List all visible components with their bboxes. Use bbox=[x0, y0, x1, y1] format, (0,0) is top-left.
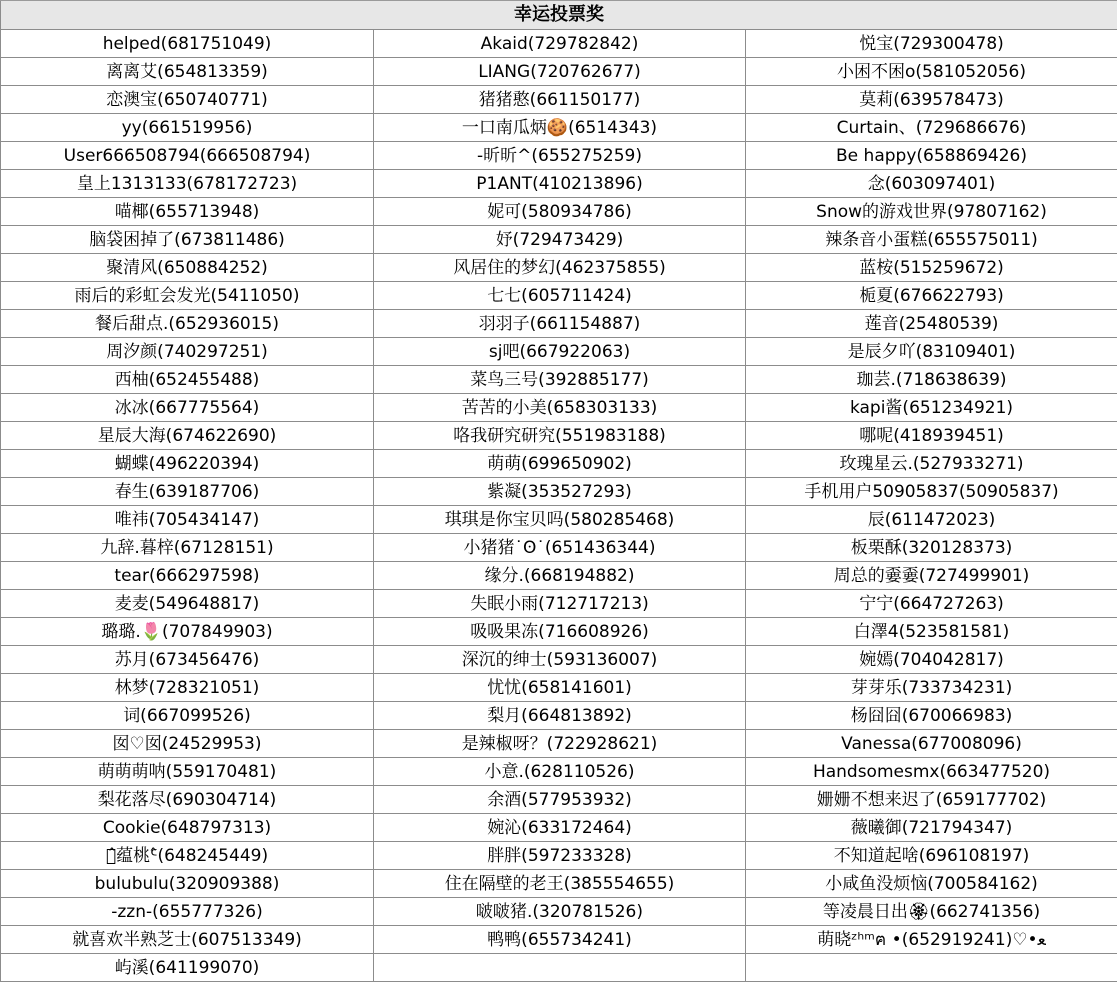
table-cell[interactable]: 恋澳宝(650740771) bbox=[1, 86, 374, 114]
table-cell[interactable]: 林梦(728321051) bbox=[1, 674, 374, 702]
table-row bbox=[1, 506, 1117, 534]
table-cell[interactable]: 就喜欢半熟芝士(607513349) bbox=[1, 926, 374, 954]
table-cell[interactable]: 屿溪(641199070) bbox=[1, 954, 374, 982]
table-row bbox=[1, 646, 1117, 674]
table-cell[interactable]: 雨后的彩虹会发光(5411050) bbox=[1, 282, 374, 310]
table-cell[interactable]: 失眠小雨(712717213) bbox=[374, 590, 746, 618]
table-row bbox=[1, 758, 1117, 786]
table-cell[interactable]: 婉沁(633172464) bbox=[374, 814, 746, 842]
table-cell[interactable]: 辰(611472023) bbox=[746, 506, 1117, 534]
table-cell[interactable]: 啵啵猪.(320781526) bbox=[374, 898, 746, 926]
table-row bbox=[1, 226, 1117, 254]
table-cell[interactable]: Vanessa(677008096) bbox=[746, 730, 1117, 758]
table-row bbox=[1, 870, 1117, 898]
table-cell[interactable]: 春生(639187706) bbox=[1, 478, 374, 506]
table-row bbox=[1, 898, 1117, 926]
table-cell[interactable]: 姗姗不想来迟了(659177702) bbox=[746, 786, 1117, 814]
table-cell[interactable]: 梨月(664813892) bbox=[374, 702, 746, 730]
table-row bbox=[1, 842, 1117, 870]
table-cell[interactable]: 小困不困o(581052056) bbox=[746, 58, 1117, 86]
table-row bbox=[1, 394, 1117, 422]
table-cell[interactable]: 深沉的绅士(593136007) bbox=[374, 646, 746, 674]
table-cell[interactable]: 莲音(25480539) bbox=[746, 310, 1117, 338]
table-row bbox=[1, 702, 1117, 730]
table-body bbox=[1, 30, 1117, 982]
table-cell[interactable]: 珈芸.(718638639) bbox=[746, 366, 1117, 394]
table-cell[interactable]: Curtain、(729686676) bbox=[746, 114, 1117, 142]
table-cell[interactable]: 辣条音小蛋糕(655575011) bbox=[746, 226, 1117, 254]
table-row bbox=[1, 478, 1117, 506]
table-row bbox=[1, 674, 1117, 702]
table-row bbox=[1, 282, 1117, 310]
table-cell[interactable]: 哪呢(418939451) bbox=[746, 422, 1117, 450]
table-cell[interactable]: 吸吸果冻(716608926) bbox=[374, 618, 746, 646]
table-row bbox=[1, 254, 1117, 282]
table-cell[interactable]: 囡♡囡(24529953) bbox=[1, 730, 374, 758]
table-cell[interactable]: 手机用户50905837(50905837) bbox=[746, 478, 1117, 506]
table-cell[interactable]: 冰冰(667775564) bbox=[1, 394, 374, 422]
table-cell[interactable]: LIANG(720762677) bbox=[374, 58, 746, 86]
table-row bbox=[1, 338, 1117, 366]
table-cell[interactable]: 紫凝(353527293) bbox=[374, 478, 746, 506]
table-cell[interactable]: 咯我研究研究(551983188) bbox=[374, 422, 746, 450]
table-cell[interactable]: yy(661519956) bbox=[1, 114, 374, 142]
table-row bbox=[1, 310, 1117, 338]
table-cell[interactable]: 风居住的梦幻(462375855) bbox=[374, 254, 746, 282]
table-cell[interactable]: 是辰夕吖(83109401) bbox=[746, 338, 1117, 366]
table-row bbox=[1, 170, 1117, 198]
table-cell[interactable]: 菜鸟三号(392885177) bbox=[374, 366, 746, 394]
table-cell[interactable]: 薇曦御(721794347) bbox=[746, 814, 1117, 842]
table-cell[interactable] bbox=[374, 954, 746, 982]
table-cell[interactable]: P1ANT(410213896) bbox=[374, 170, 746, 198]
table-row bbox=[1, 58, 1117, 86]
table-cell[interactable]: 苦苦的小美(658303133) bbox=[374, 394, 746, 422]
table-row bbox=[1, 450, 1117, 478]
table-cell[interactable]: Be happy(658869426) bbox=[746, 142, 1117, 170]
table-cell[interactable]: 不知道起啥(696108197) bbox=[746, 842, 1117, 870]
table-row bbox=[1, 618, 1117, 646]
table-cell[interactable]: 等凌晨日出🏵(662741356) bbox=[746, 898, 1117, 926]
table-cell[interactable]: 九辞.暮梓(67128151) bbox=[1, 534, 374, 562]
table-cell[interactable]: 板栗酥(320128373) bbox=[746, 534, 1117, 562]
table-cell[interactable]: bulubulu(320909388) bbox=[1, 870, 374, 898]
table-cell[interactable]: Akaid(729782842) bbox=[374, 30, 746, 58]
table-cell[interactable]: 婉嫣(704042817) bbox=[746, 646, 1117, 674]
table-cell[interactable]: 词(667099526) bbox=[1, 702, 374, 730]
table-row bbox=[1, 534, 1117, 562]
table-cell[interactable]: 琪琪是你宝贝吗(580285468) bbox=[374, 506, 746, 534]
table-row bbox=[1, 730, 1117, 758]
table-row bbox=[1, 926, 1117, 954]
table-cell[interactable]: 芽芽乐(733734231) bbox=[746, 674, 1117, 702]
table-cell[interactable]: 妮可(580934786) bbox=[374, 198, 746, 226]
table-row bbox=[1, 422, 1117, 450]
table-cell[interactable]: 忧忧(658141601) bbox=[374, 674, 746, 702]
table-cell[interactable]: Snow的游戏世界(97807162) bbox=[746, 198, 1117, 226]
table-cell[interactable]: 猪猪憨(661150177) bbox=[374, 86, 746, 114]
table-cell[interactable]: 璐璐.🌷(707849903) bbox=[1, 618, 374, 646]
table-row bbox=[1, 30, 1117, 58]
table-cell[interactable]: Handsomesmx(663477520) bbox=[746, 758, 1117, 786]
table-cell[interactable]: 脑袋困掉了(673811486) bbox=[1, 226, 374, 254]
table-cell[interactable]: 念(603097401) bbox=[746, 170, 1117, 198]
table-cell[interactable]: 七七(605711424) bbox=[374, 282, 746, 310]
table-cell[interactable]: 麦麦(549648817) bbox=[1, 590, 374, 618]
table-cell[interactable]: 离离艾(654813359) bbox=[1, 58, 374, 86]
table-cell[interactable]: Cookie(648797313) bbox=[1, 814, 374, 842]
table-cell[interactable] bbox=[746, 954, 1117, 982]
table-cell[interactable]: 羽羽子(661154887) bbox=[374, 310, 746, 338]
table-row bbox=[1, 86, 1117, 114]
table-cell[interactable]: 妤(729473429) bbox=[374, 226, 746, 254]
table-cell[interactable]: User666508794(666508794) bbox=[1, 142, 374, 170]
table-cell[interactable]: 悦宝(729300478) bbox=[746, 30, 1117, 58]
table-cell[interactable]: -zzn-(655777326) bbox=[1, 898, 374, 926]
table-cell[interactable]: 蝴蝶(496220394) bbox=[1, 450, 374, 478]
table-row bbox=[1, 366, 1117, 394]
table-cell[interactable]: 小猪猪˙ʘ˙(651436344) bbox=[374, 534, 746, 562]
table-cell[interactable]: 梨花落尽(690304714) bbox=[1, 786, 374, 814]
table-cell[interactable]: 住在隔壁的老王(385554655) bbox=[374, 870, 746, 898]
table-cell[interactable]: 宁宁(664727263) bbox=[746, 590, 1117, 618]
table-cell[interactable]: 蓝桉(515259672) bbox=[746, 254, 1117, 282]
table-row bbox=[1, 198, 1117, 226]
table-cell[interactable]: 小意.(628110526) bbox=[374, 758, 746, 786]
title-row bbox=[1, 1, 1117, 30]
table-cell[interactable]: 苏月(673456476) bbox=[1, 646, 374, 674]
table-cell[interactable]: 萌萌萌呐(559170481) bbox=[1, 758, 374, 786]
table-cell[interactable]: 周总的嫑嫑(727499901) bbox=[746, 562, 1117, 590]
table-row bbox=[1, 814, 1117, 842]
table-cell[interactable]: 周汐颜(740297251) bbox=[1, 338, 374, 366]
table-cell[interactable]: sj吧(667922063) bbox=[374, 338, 746, 366]
table-row bbox=[1, 590, 1117, 618]
table-cell[interactable]: helped(681751049) bbox=[1, 30, 374, 58]
table-cell[interactable]: 杨囧囧(670066983) bbox=[746, 702, 1117, 730]
table-cell[interactable]: 萌晓ᶻʰᵐฅ •ﻌ•♡(652919241) bbox=[746, 926, 1117, 954]
table-row bbox=[1, 954, 1117, 982]
table-cell[interactable]: 喵椰(655713948) bbox=[1, 198, 374, 226]
table-row bbox=[1, 562, 1117, 590]
table-cell[interactable]: 聚清风(650884252) bbox=[1, 254, 374, 282]
table-cell[interactable]: 小咸鱼没烦恼(700584162) bbox=[746, 870, 1117, 898]
table-cell[interactable]: -昕昕^(655275259) bbox=[374, 142, 746, 170]
table-cell[interactable]: 莫莉(639578473) bbox=[746, 86, 1117, 114]
table-cell[interactable]: 萌萌(699650902) bbox=[374, 450, 746, 478]
table-cell[interactable]: ฅ̂蕴桃ᑦ̂(648245449) bbox=[1, 842, 374, 870]
table-cell[interactable]: 缘分.(668194882) bbox=[374, 562, 746, 590]
table-cell[interactable]: 皇上1313133(678172723) bbox=[1, 170, 374, 198]
table-cell[interactable]: 餐后甜点.(652936015) bbox=[1, 310, 374, 338]
table-cell[interactable]: 栀夏(676622793) bbox=[746, 282, 1117, 310]
table-cell[interactable]: 唯祎(705434147) bbox=[1, 506, 374, 534]
table-cell[interactable]: 一口南瓜炳🍪(6514343) bbox=[374, 114, 746, 142]
table-title: 幸运投票奖 bbox=[1, 1, 1117, 30]
table-row bbox=[1, 114, 1117, 142]
table-cell[interactable]: kapi酱(651234921) bbox=[746, 394, 1117, 422]
table-cell[interactable]: 星辰大海(674622690) bbox=[1, 422, 374, 450]
table-cell[interactable]: 余酒(577953932) bbox=[374, 786, 746, 814]
table-row bbox=[1, 142, 1117, 170]
table-cell[interactable]: 西柚(652455488) bbox=[1, 366, 374, 394]
table-cell[interactable]: 玫瑰星云.(527933271) bbox=[746, 450, 1117, 478]
table-cell[interactable]: 胖胖(597233328) bbox=[374, 842, 746, 870]
table-row bbox=[1, 786, 1117, 814]
table-cell[interactable]: 是辣椒呀？(722928621) bbox=[374, 730, 746, 758]
table-cell[interactable]: 白澤4(523581581) bbox=[746, 618, 1117, 646]
table-cell[interactable]: 鸭鸭(655734241) bbox=[374, 926, 746, 954]
table-cell[interactable]: tear(666297598) bbox=[1, 562, 374, 590]
